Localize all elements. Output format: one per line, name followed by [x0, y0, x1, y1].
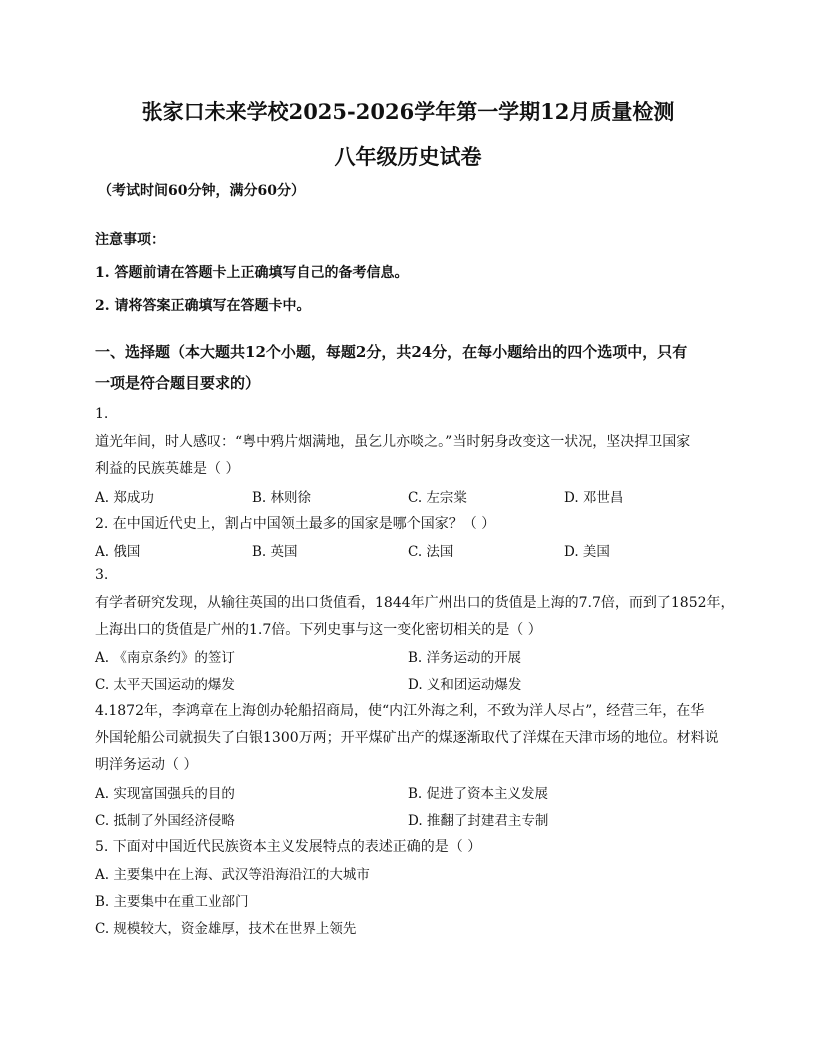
option-a: A. 《南京条约》的签订: [95, 650, 235, 666]
option-d: D. 义和团运动爆发: [408, 677, 522, 693]
question-stem: 道光年间，时人感叹：“粤中鸦片烟满地，虽乞儿亦啖之。”当时躬身改变这一状况，坚决捍卫国家: [95, 434, 691, 450]
option-d: D. 美国: [564, 544, 610, 560]
exam-subtitle: 八年级历史试卷: [334, 144, 482, 169]
option-b: B. 英国: [252, 544, 298, 560]
question-stem: 利益的民族英雄是（ ）: [95, 461, 240, 477]
question-number: 1.: [95, 406, 109, 422]
option-a: A. 实现富国强兵的目的: [95, 786, 235, 802]
option-b: B. 促进了资本主义发展: [408, 786, 549, 802]
question-number: 3.: [95, 567, 109, 583]
option-b: B. 洋务运动的开展: [408, 650, 522, 666]
option-c: C. 太平天国运动的爆发: [95, 677, 235, 693]
option-c: C. 规模较大，资金雄厚，技术在世界上领先: [95, 921, 357, 937]
question-stem: 外国轮船公司就损失了白银1300万两；开平煤矿出产的煤逐渐取代了洋煤在天津市场的地位。材料说: [95, 730, 719, 746]
question-stem: 有学者研究发现，从输往英国的出口货值看，1844年广州出口的货值是上海的7.7倍，而到了1852年，: [95, 595, 735, 611]
option-a: A. 主要集中在上海、武汉等沿海沿江的大城市: [95, 867, 370, 883]
note-item: 1. 答题前请在答题卡上正确填写自己的备考信息。: [95, 265, 409, 281]
note-item: 2. 请将答案正确填写在答题卡中。: [95, 298, 311, 314]
option-c: C. 左宗棠: [408, 490, 467, 506]
option-b: B. 主要集中在重工业部门: [95, 894, 249, 910]
exam-info: （考试时间60分钟，满分60分）: [98, 183, 305, 199]
option-b: B. 林则徐: [252, 490, 312, 506]
notes-heading: 注意事项：: [95, 232, 165, 248]
option-d: D. 邓世昌: [564, 490, 624, 506]
exam-title: 张家口未来学校2025-2026学年第一学期12月质量检测: [141, 99, 675, 124]
section-title: 一、选择题（本大题共12个小题，每题2分，共24分，在每小题给出的四个选项中，只有: [95, 343, 688, 361]
option-a: A. 俄国: [95, 544, 141, 560]
option-d: D. 推翻了封建君主专制: [408, 813, 549, 829]
question-stem: 2. 在中国近代史上，割占中国领土最多的国家是哪个国家？（ ）: [95, 516, 496, 532]
option-c: C. 抵制了外国经济侵略: [95, 813, 235, 829]
question-stem: 5. 下面对中国近代民族资本主义发展特点的表述正确的是（ ）: [95, 839, 482, 855]
option-a: A. 郑成功: [95, 490, 154, 506]
question-stem: 明洋务运动（ ）: [95, 757, 198, 773]
option-c: C. 法国: [408, 544, 454, 560]
question-stem: 上海出口的货值是广州的1.7倍。下列史事与这一变化密切相关的是（ ）: [95, 622, 542, 638]
section-title-cont: 一项是符合题目要求的）: [95, 374, 261, 392]
question-stem: 4.1872年，李鸿章在上海创办轮船招商局，使“内江外海之利，不致为洋人尽占”，经营三年，在华: [95, 703, 705, 719]
